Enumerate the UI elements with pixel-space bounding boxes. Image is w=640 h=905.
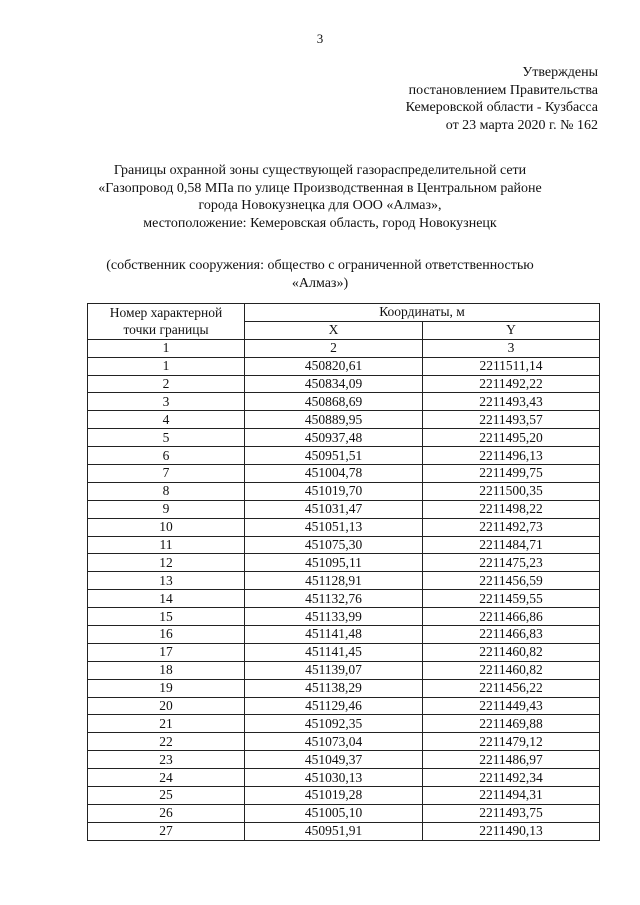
x-coordinate-cell: 451019,28 [245, 787, 423, 805]
y-coordinate-cell: 2211456,59 [423, 572, 600, 590]
table-row [88, 608, 600, 626]
point-number-cell: 19 [88, 679, 245, 697]
title-line: местоположение: Кемеровская область, город Новокузнецк [143, 215, 497, 231]
approval-line: от 23 марта 2020 г. № 162 [445, 117, 598, 133]
header-point-number [88, 304, 245, 340]
x-coordinate-cell: 451004,78 [245, 465, 423, 483]
point-number-cell: 7 [88, 465, 245, 483]
approval-line: Кемеровской области - Кузбасса [405, 100, 598, 115]
header-point-line: точки границы [123, 322, 209, 338]
x-coordinate-cell: 451095,11 [245, 554, 423, 572]
table-row [88, 822, 600, 840]
point-number-cell: 10 [88, 518, 245, 536]
y-coordinate-cell: 2211484,71 [423, 536, 600, 554]
table-row [88, 465, 600, 483]
title-line: «Газопровод 0,58 МПа по улице Производственная в Центральном районе [98, 180, 542, 196]
point-number-cell: 1 [88, 357, 245, 375]
point-number-cell: 3 [88, 393, 245, 411]
y-coordinate-cell: 2211466,83 [423, 626, 600, 644]
y-coordinate-cell: 2211475,23 [423, 554, 600, 572]
point-number-cell: 22 [88, 733, 245, 751]
x-coordinate-cell: 450937,48 [245, 429, 423, 447]
header-coordinates: Координаты, м [245, 304, 600, 322]
point-number-cell: 27 [88, 822, 245, 840]
table-row [88, 626, 600, 644]
x-coordinate-cell: 450889,95 [245, 411, 423, 429]
x-coordinate-cell: 451075,30 [245, 536, 423, 554]
y-coordinate-cell: 2211492,34 [423, 769, 600, 787]
point-number-cell: 17 [88, 643, 245, 661]
point-number-cell: 18 [88, 661, 245, 679]
column-number: 1 [88, 339, 245, 357]
x-coordinate-cell: 451030,13 [245, 769, 423, 787]
table-row [88, 661, 600, 679]
point-number-cell: 20 [88, 697, 245, 715]
table-row [88, 643, 600, 661]
column-number-row [88, 339, 600, 357]
y-coordinate-cell: 2211500,35 [423, 482, 600, 500]
table-row [88, 429, 600, 447]
point-number-cell: 4 [88, 411, 245, 429]
point-number-cell: 25 [88, 787, 245, 805]
x-coordinate-cell: 451031,47 [245, 500, 423, 518]
x-coordinate-cell: 451139,07 [245, 661, 423, 679]
x-coordinate-cell: 451141,48 [245, 626, 423, 644]
point-number-cell: 6 [88, 447, 245, 465]
x-coordinate-cell: 451128,91 [245, 572, 423, 590]
point-number-cell: 11 [88, 536, 245, 554]
header-y: Y [423, 321, 600, 339]
column-number: 3 [423, 339, 600, 357]
x-coordinate-cell: 451132,76 [245, 590, 423, 608]
owner-note [60, 257, 580, 292]
point-number-cell: 8 [88, 482, 245, 500]
approval-line: Утверждены [522, 65, 598, 80]
y-coordinate-cell: 2211492,73 [423, 518, 600, 536]
x-coordinate-cell: 451133,99 [245, 608, 423, 626]
y-coordinate-cell: 2211493,75 [423, 804, 600, 822]
table-row [88, 679, 600, 697]
table-row [88, 554, 600, 572]
table-row [88, 357, 600, 375]
table-row [88, 393, 600, 411]
table-row [88, 751, 600, 769]
x-coordinate-cell: 451141,45 [245, 643, 423, 661]
table-row [88, 804, 600, 822]
table-row [88, 518, 600, 536]
table-row [88, 375, 600, 393]
coordinates-table [87, 303, 600, 841]
y-coordinate-cell: 2211459,55 [423, 590, 600, 608]
title-line: Границы охранной зоны существующей газораспределительной сети [113, 163, 527, 178]
table-row [88, 590, 600, 608]
point-number-cell: 9 [88, 500, 245, 518]
x-coordinate-cell: 451129,46 [245, 697, 423, 715]
y-coordinate-cell: 2211498,22 [423, 500, 600, 518]
table-row [88, 411, 600, 429]
table-row [88, 482, 600, 500]
table-row [88, 715, 600, 733]
point-number-cell: 23 [88, 751, 245, 769]
point-number-cell: 26 [88, 804, 245, 822]
y-coordinate-cell: 2211469,88 [423, 715, 600, 733]
table-header-row [88, 304, 600, 322]
table-row [88, 536, 600, 554]
y-coordinate-cell: 2211486,97 [423, 751, 600, 769]
title-line: города Новокузнецка для ООО «Алмаз», [198, 198, 442, 213]
column-number: 2 [245, 339, 423, 357]
table-row [88, 787, 600, 805]
y-coordinate-cell: 2211456,22 [423, 679, 600, 697]
point-number-cell: 12 [88, 554, 245, 572]
y-coordinate-cell: 2211490,13 [423, 822, 600, 840]
y-coordinate-cell: 2211479,12 [423, 733, 600, 751]
x-coordinate-cell: 451138,29 [245, 679, 423, 697]
y-coordinate-cell: 2211494,31 [423, 787, 600, 805]
point-number-cell: 14 [88, 590, 245, 608]
x-coordinate-cell: 451092,35 [245, 715, 423, 733]
table-row [88, 733, 600, 751]
y-coordinate-cell: 2211511,14 [423, 357, 600, 375]
table-row [88, 500, 600, 518]
y-coordinate-cell: 2211460,82 [423, 643, 600, 661]
owner-line: «Алмаз») [291, 275, 349, 291]
point-number-cell: 13 [88, 572, 245, 590]
owner-line: (собственник сооружения: общество с ограниченной ответственностью [106, 258, 534, 273]
x-coordinate-cell: 450951,91 [245, 822, 423, 840]
point-number-cell: 5 [88, 429, 245, 447]
y-coordinate-cell: 2211493,43 [423, 393, 600, 411]
page-number: 3 [316, 31, 324, 46]
y-coordinate-cell: 2211496,13 [423, 447, 600, 465]
y-coordinate-cell: 2211449,43 [423, 697, 600, 715]
point-number-cell: 15 [88, 608, 245, 626]
y-coordinate-cell: 2211495,20 [423, 429, 600, 447]
header-x: X [245, 321, 423, 339]
x-coordinate-cell: 451005,10 [245, 804, 423, 822]
x-coordinate-cell: 450834,09 [245, 375, 423, 393]
y-coordinate-cell: 2211466,86 [423, 608, 600, 626]
x-coordinate-cell: 451051,13 [245, 518, 423, 536]
approval-block [330, 64, 598, 134]
y-coordinate-cell: 2211493,57 [423, 411, 600, 429]
point-number-cell: 21 [88, 715, 245, 733]
x-coordinate-cell: 450820,61 [245, 357, 423, 375]
x-coordinate-cell: 451049,37 [245, 751, 423, 769]
y-coordinate-cell: 2211492,22 [423, 375, 600, 393]
y-coordinate-cell: 2211460,82 [423, 661, 600, 679]
x-coordinate-cell: 450868,69 [245, 393, 423, 411]
table-body [88, 357, 600, 840]
y-coordinate-cell: 2211499,75 [423, 465, 600, 483]
x-coordinate-cell: 451073,04 [245, 733, 423, 751]
point-number-cell: 16 [88, 626, 245, 644]
table-row [88, 447, 600, 465]
approval-line: постановлением Правительства [408, 82, 598, 98]
point-number-cell: 2 [88, 375, 245, 393]
table-row [88, 697, 600, 715]
table-row [88, 769, 600, 787]
document-title [60, 162, 580, 232]
point-number-cell: 24 [88, 769, 245, 787]
header-point-line: Номер характерной [109, 305, 223, 321]
x-coordinate-cell: 450951,51 [245, 447, 423, 465]
x-coordinate-cell: 451019,70 [245, 482, 423, 500]
table-row [88, 572, 600, 590]
